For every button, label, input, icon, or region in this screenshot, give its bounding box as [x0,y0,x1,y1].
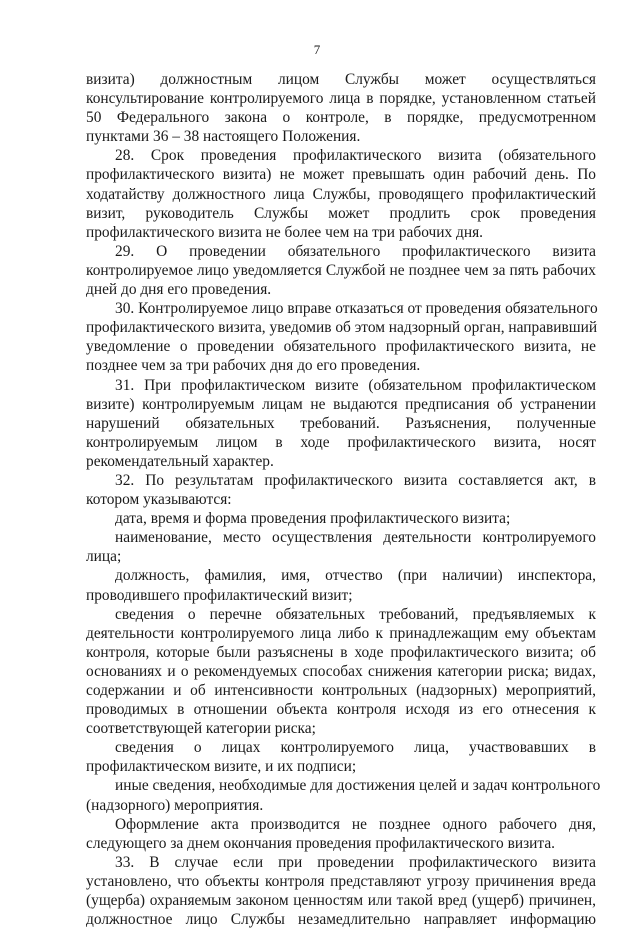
text-line: иные сведения, необходимые для достижения целей и задач контрольного [115,777,601,795]
text-line: котором указываются: [86,491,232,509]
text-line: проводимых в отношении объекта контроля исходя из его отнесения к [86,701,596,719]
text-line: 28. Срок проведения профилактического визита (обязательного [115,147,596,165]
text-line: проводившего профилактический визит; [86,586,353,604]
text-line: содержании и об интенсивности контрольных (надзорных) мероприятий, [86,682,596,699]
text-line: нарушений обязательных требований. Разъяснения, полученные [86,414,596,432]
text-line: 29. О проведении обязательного профилактического визита [115,242,596,260]
text-line: 32. По результатам профилактического визита составляется акт, в [115,471,596,489]
text-line: 31. При профилактическом визите (обязательном профилактическом [115,376,596,394]
text-line: дней до дня его проведения. [86,281,272,299]
text-line: деятельности контролируемого лица либо к принадлежащим ему объектам [86,624,596,642]
text-line: сведения о лицах контролируемого лица, участвовавших в [115,739,596,757]
text-line: 50 Федерального закона о контроле, в порядке, предусмотренном [86,109,596,127]
text-line: установлено, что объекты контроля представляют угрозу причинения вреда [86,872,596,890]
text-line: лица; [86,548,122,566]
text-line: соответствующей категории риска; [86,720,316,738]
text-line: следующего за днем окончания проведения профилактического визита. [86,834,555,852]
text-line: позднее чем за три рабочих дня до его проведения. [86,357,421,375]
text-line: контролируемым лицом в ходе профилактического визита, носят [86,433,596,451]
text-line: визита) должностным лицом Службы может осуществляться [86,71,596,88]
text-line: уведомление о проведении обязательного профилактического визита, не [86,338,596,356]
text-line: (надзорного) мероприятия. [86,796,264,814]
text-line: наименование, место осуществления деятельности контролируемого [115,529,596,547]
text-line: сведения о перечне обязательных требований, предъявляемых к [115,605,596,623]
page-number: 7 [313,42,321,57]
text-line: 33. В случае если при проведении профилактического визита [115,853,596,871]
text-line: пунктами 36 – 38 настоящего Положения. [86,128,361,146]
text-line: профилактического визита) не может превышать один рабочий день. По [86,166,596,184]
document-body [86,70,601,929]
text-line: визите) контролируемым лицам не выдаются предписания об устранении [86,395,596,413]
text-line: профилактического визита, уведомив об этом надзорный орган, направивший [86,319,598,337]
text-line: консультирование контролируемого лица в порядке, установленном статьей [86,90,596,108]
text-line: (ущерба) охраняемым законом ценностям или такой вред (ущерб) причинен, [86,892,596,910]
text-line: рекомендательный характер. [86,452,274,470]
text-line: контролируемое лицо уведомляется Службой не позднее чем за пять рабочих [86,261,596,279]
text-line: профилактического визита не более чем на три рабочих дня. [86,223,484,241]
text-line: дата, время и форма проведения профилактического визита; [115,510,511,528]
text-line: должность, фамилия, имя, отчество (при наличии) инспектора, [115,567,596,585]
text-line: Оформление акта производится не позднее одного рабочего дня, [115,815,596,833]
text-line: визит, руководитель Службы может продлить срок проведения [86,204,596,222]
text-line: должностное лицо Службы незамедлительно направляет информацию [86,911,596,929]
text-line: профилактическом визите, и их подписи; [86,758,357,776]
text-line: 30. Контролируемое лицо вправе отказаться от проведения обязательного [115,300,598,318]
text-line: основаниях и о рекомендуемых способах снижения категории риска; видах, [86,662,596,680]
text-line: ходатайству должностного лица Службы, проводящего профилактический [86,185,596,203]
text-line: контроля, которые были разъяснены в ходе профилактического визита; об [86,643,596,661]
